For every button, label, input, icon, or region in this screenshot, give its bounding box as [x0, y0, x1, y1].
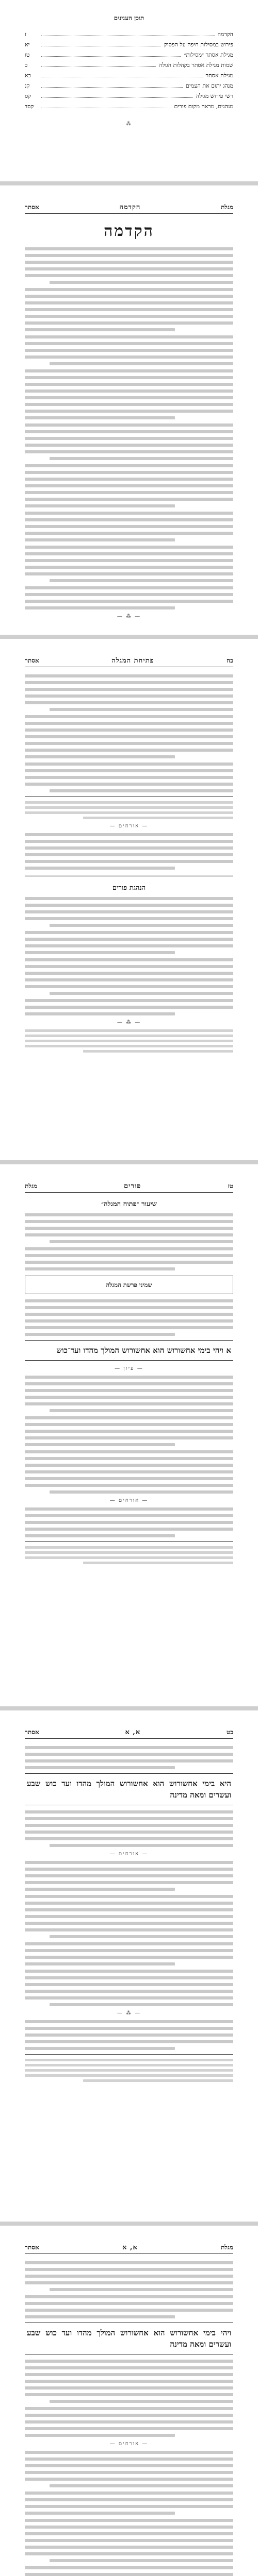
toc-entry-page: כא: [25, 72, 31, 79]
text-block: [25, 2519, 233, 2562]
ornament: — ⁂ —: [117, 1020, 141, 1025]
toc-entry-page: קס: [25, 93, 31, 99]
text-block: [25, 1247, 233, 1270]
header-left: אסתר: [25, 657, 39, 664]
text-block: [25, 2492, 233, 2515]
text-block: [25, 369, 233, 419]
text-block: [25, 1861, 233, 1891]
text-block: [25, 1942, 233, 1965]
section-divider: — אורחים —: [109, 1851, 149, 1857]
text-block: [25, 2566, 233, 2576]
header-right: מגלת: [220, 204, 233, 211]
text-block: [25, 1450, 233, 1494]
toc-leader: [41, 56, 181, 57]
text-block: [25, 1213, 233, 1243]
text-block: [25, 546, 233, 582]
header-left: מגלת: [25, 1182, 38, 1190]
toc-leader: [41, 87, 183, 88]
text-block: [25, 512, 233, 541]
text-block: [25, 931, 233, 954]
section-title: שיעור ״פתוח המגלה״: [101, 1200, 157, 1208]
section-title: הנהגת פורים: [112, 884, 146, 892]
section-divider: — אורחים —: [109, 2441, 149, 2447]
footnote-block: [25, 1546, 233, 1564]
double-rule: [25, 875, 233, 876]
toc-entry-label: הקדמה: [217, 31, 233, 38]
chapter-page: [0, 1164, 258, 1710]
chapter-page: [0, 2226, 258, 2576]
text-block: [25, 674, 233, 711]
verse-block: היא בימי אחשורוש הוא אחשורוש המולך מהדו ועד כוש שבע ועשרים ומאה מדינה: [25, 1773, 233, 1805]
toc-leader: [41, 66, 156, 67]
running-header: [25, 185, 233, 214]
toc-entry[interactable]: [25, 29, 233, 40]
header-right: כח: [227, 657, 233, 664]
text-block: [25, 288, 233, 331]
text-block: [25, 762, 233, 792]
text-block: [25, 715, 233, 758]
footnote-block: [25, 801, 233, 819]
toc-entry-page: ז: [25, 31, 27, 38]
verse-block: א ויהי בימי אחשורוש הוא אחשורוש המולך מהדו ועד־כוש: [25, 1340, 233, 1361]
toc-leader: [41, 97, 193, 98]
ornament: ⁂: [126, 121, 132, 127]
toc-entry-page: יא: [25, 41, 30, 48]
header-left: אסתר: [25, 1728, 39, 1736]
toc-entry-label: מנהג יתום את העמים: [186, 82, 233, 89]
running-header: [25, 1164, 233, 1193]
header-center: פורים: [124, 1182, 141, 1190]
toc-entry-label: מנהגים, מראה מקום פורים: [174, 103, 233, 110]
running-header: [25, 2226, 233, 2254]
toc-entry-label: מגילת אסתר ״מסילות״: [184, 52, 233, 58]
footnote-block: [25, 1029, 233, 1053]
text-block: [25, 1299, 233, 1336]
header-right: טז: [228, 1182, 233, 1190]
text-block: [25, 1895, 233, 1938]
footnote-block: [25, 2059, 233, 2082]
toc-entry-label: מגילת אסתר: [205, 72, 233, 79]
chapter-page: [0, 639, 258, 1164]
ornament: — ⁂ —: [117, 614, 141, 619]
toc-page: [0, 0, 258, 185]
text-block: [25, 1810, 233, 1847]
header-left: אסתר: [25, 204, 39, 211]
divider-line: [25, 2054, 233, 2055]
text-block: [25, 2407, 233, 2437]
text-block: [25, 897, 233, 927]
toc-entry[interactable]: [25, 71, 233, 81]
verse-block: ויהי בימי אחשורוש הוא אחשורוש המולך מהדו ועד כוש שבע ועשרים ומאה מדינה: [25, 2323, 233, 2354]
ornament: — ⁂ —: [117, 2010, 141, 2016]
toc-entry-page: קנ: [25, 82, 30, 89]
text-block: [25, 1416, 233, 1446]
text-block: [25, 335, 233, 365]
header-center: א, א: [122, 2244, 138, 2251]
toc-list: [25, 29, 233, 112]
toc-entry-label: שמות מגילת אסתר בקהלות הגולה: [158, 62, 233, 69]
text-block: [25, 1376, 233, 1412]
text-block: [25, 2295, 233, 2318]
running-header: [25, 1710, 233, 1739]
header-right: מגלת: [220, 2244, 233, 2251]
text-block: [25, 833, 233, 870]
toc-entry-page: טו: [25, 52, 30, 58]
text-block: [25, 958, 233, 995]
toc-entry-page: קסד: [25, 103, 34, 110]
page-title: הקדמה: [104, 222, 154, 240]
toc-entry-label: פירוש במסילות חיפה על הפסוק: [164, 41, 233, 48]
intro-page: [0, 185, 258, 639]
section-divider: — עיון —: [115, 1366, 143, 1371]
divider-line: [25, 796, 233, 797]
toc-entry[interactable]: [25, 101, 233, 112]
text-block: [25, 2451, 233, 2487]
text-block: [25, 464, 233, 507]
header-center: פתיחת המגלה: [111, 657, 154, 665]
header-center: א, א: [125, 1728, 141, 1736]
text-block: [25, 423, 233, 460]
toc-entry-label: רשי פירוש מגילה: [196, 93, 233, 99]
header-right: כט: [226, 1728, 233, 1736]
boxed-heading: [25, 1276, 233, 1294]
section-divider: — אורחים —: [109, 1498, 149, 1503]
box-title: שמיני פרשת המגלה: [106, 1281, 152, 1289]
header-left: אסתר: [25, 2244, 39, 2251]
running-header: [25, 639, 233, 667]
toc-entry[interactable]: [25, 40, 233, 50]
text-block: [25, 586, 233, 609]
text-block: [25, 1507, 233, 1537]
toc-entry[interactable]: [25, 50, 233, 60]
divider-line: [25, 1541, 233, 1542]
toc-entry-page: כ: [25, 62, 28, 69]
toc-entry[interactable]: [25, 81, 233, 91]
text-block: [25, 2360, 233, 2403]
section-divider: — אורחים —: [109, 823, 149, 829]
text-block: [25, 1970, 233, 2006]
text-block: [25, 1746, 233, 1769]
toc-title: תוכן הענינים: [114, 14, 144, 22]
toc-entry[interactable]: [25, 60, 233, 71]
header-center: הקדמה: [119, 204, 141, 211]
chapter-page: [0, 1710, 258, 2226]
text-block: [25, 247, 233, 284]
text-block: [25, 2261, 233, 2291]
text-block: [25, 2020, 233, 2050]
toc-entry[interactable]: [25, 91, 233, 101]
text-block: [25, 999, 233, 1015]
